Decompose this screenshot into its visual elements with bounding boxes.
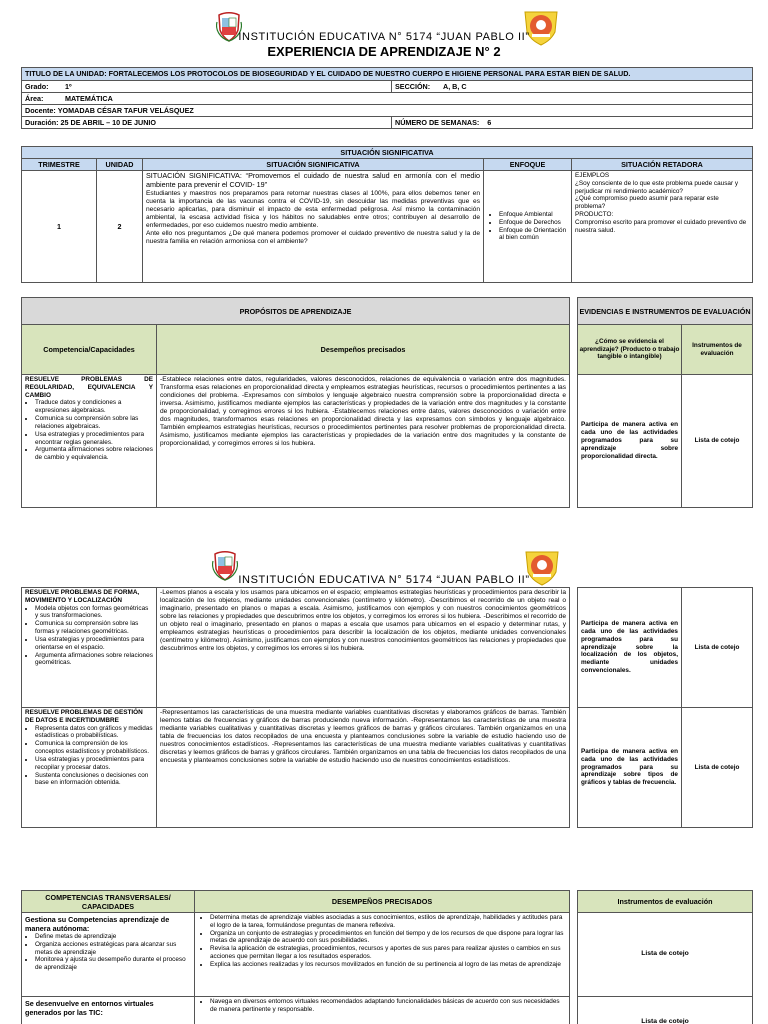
- semanas-label: NÚMERO DE SEMANAS:: [395, 118, 480, 127]
- transversales-col-desempenos: DESEMPEÑOS PRECISADOS: [195, 891, 570, 913]
- area-label: Área:: [25, 94, 44, 103]
- capacidad-item: • Usa estrategias y procedimientos para recopilar y procesar datos.: [35, 756, 153, 772]
- capacidad-item: • Modela objetos con formas geométricas y sus transformaciones.: [35, 605, 153, 621]
- enfoque-cell: [484, 171, 572, 283]
- transversal-desempeno-item: • Explica las acciones realizadas y los recursos movilizados en función de su pertinencia al logro de las metas de aprendizaje: [210, 961, 566, 969]
- situacion-table: [21, 146, 753, 283]
- transversal-instrumento-1: Lista de cotejo: [578, 913, 753, 997]
- propositos-table-2: [21, 587, 570, 828]
- competencia-name: RESUELVE PROBLEMAS DE REGULARIDAD, EQUIVALENCIA Y CAMBIO: [25, 376, 153, 399]
- desempenos-cell: -Establece relaciones entre datos, regularidades, valores desconocidos, relaciones de equivalencia o variación entre dos magnitudes. Transforma esas relaciones en proporcionalidad directa y empleamos estrategias heurísticas, recursos o procedimientos pertinentes a las condiciones del problema. -Expresamos con símbolos y lenguaje algebraico nuestra comprensión sobre la proporcionalidad directa e inversa. Asimismo, justificamos mediante ejemplos las características y propiedades de la variación entre dos magnitudes y la constante de proporcionalidad, y corregimos errores si los hubiera. -Establecemos relaciones entre datos, valores desconocidos o variación entre dos magnitudes, transformamos esas relaciones en proporcionalidad directa y las expresamos con símbolos y lenguaje algebraico. También empleamos estrategias heurísticas, recursos o procedimientos pertinentes para resolver problemas de proporcionalidad directa. Asimismo, justificamos mediante ejemplos las características y propiedades de la variación entre dos magnitudes y la constante de proporcionalidad, y corregimos errores si los hubiera.: [157, 375, 570, 508]
- institution-name-2: INSTITUCIÓN EDUCATIVA N° 5174 “JUAN PABLO II”: [238, 574, 530, 586]
- enfoque-item: • Enfoque de Derechos: [499, 219, 568, 227]
- transversal-desempeno-item: • Organiza un conjunto de estrategias y procedimientos en función del tiempo y de los recursos de que dispone para lograr las metas de aprendizaje de acuerdo con sus posibilidades.: [210, 930, 566, 946]
- evidencias-col-instrumento: Instrumentos de evaluación: [682, 325, 753, 375]
- transversal-desempeno-item: • Navega en diversos entornos virtuales recomendados adaptando funcionalidades básicas de acuerdo con sus necesidades de manera pertinente y responsable.: [210, 998, 566, 1014]
- grado-value: 1º: [65, 82, 72, 91]
- transversal-competencia-cell-1: [22, 913, 195, 997]
- retadora-cell: [572, 171, 753, 283]
- capacidad-item: • Sustenta conclusiones o decisiones con base en información obtenida.: [35, 772, 153, 788]
- retadora-question-2: ¿Qué compromiso puedo asumir para reparar este problema?: [575, 195, 719, 211]
- competencia-cell: [22, 375, 157, 508]
- transversales-instrumentos-table: [577, 890, 753, 1024]
- capacidad-item: • Usa estrategias y procedimientos para orientarse en el espacio.: [35, 636, 153, 652]
- col-competencia: Competencia/Capacidades: [22, 325, 157, 375]
- transversales-col-competencias: COMPETENCIAS TRANSVERSALES/ CAPACIDADES: [22, 891, 195, 913]
- instrumento-text-3: Lista de cotejo: [682, 708, 753, 828]
- unit-info-table: [21, 67, 753, 129]
- evidencias-col-producto: ¿Cómo se evidencia el aprendizaje? (Producto o trabajo tangible o intangible): [578, 325, 682, 375]
- docente-label: Docente:: [25, 106, 56, 115]
- unidad-value: 2: [97, 171, 143, 283]
- competencia-name-3: RESUELVE PROBLEMAS DE GESTIÓN DE DATOS E INCERTIDUMBRE: [25, 709, 143, 724]
- institution-name: INSTITUCIÓN EDUCATIVA N° 5174 “JUAN PABLO II”: [238, 31, 530, 43]
- desempenos-cell-2: -Leemos planos a escala y los usamos para ubicarnos en el espacio; empleamos estrategias heurísticas y procedimientos para describir la localización de los objetos, mediante unidades convencionales (centímetro y kilómetro). -Describimos el recorrido de un objeto real o imaginario, presentado en planos o mapas a escala. Asimismo, justificamos con ejemplos y con nuestros conocimientos geométricos sobre las relaciones y propiedades que descubrimos entre los objetos, y corregimos los errores si los hubiera. -Describimos el recorrido de un objeto real o imaginario, presentado en planos o mapas a escala que usamos para ubicarnos en el espacio y determinar rutas, y empleamos estrategias heurísticas o procedimientos para describir la localización de los objetos, mediante unidades convencionales (centímetro y kilómetro). Asimismo, justificamos con ejemplos y con nuestros conocimientos geométricos las relaciones y propiedades que descubrimos entre los objetos, y corregimos los errores si los hubiera.: [157, 588, 570, 708]
- situacion-text: [143, 171, 484, 283]
- evidencia-text: Participa de manera activa en cada uno de las actividades programados para su aprendizaje sobre proporcionalidad directa.: [578, 375, 682, 508]
- evidencias-table-2: [577, 587, 753, 828]
- desempenos-cell-3: -Representamos las características de una muestra mediante variables cuantitativas discretas y elaboramos gráficos de barras. También leemos tablas de frecuencias y gráficos de barras produciendo nueva información. -Representamos las características de una muestra mediante variables cualitativas y cuantitativas discretas y leemos gráficos de barras y gráficos circulares. También organizamos en una tabla de frecuencias los datos recopilados de una encuesta y planteamos conclusiones sobre la variable de estudio haciendo uso de nuestros conocimientos estadísticos. -Representamos las características de una muestra mediante variables cualitativas y cuantitativas discretas y leemos gráficos de barras y gráficos circulares. También organizamos en una tabla de frecuencias los datos recopilados de una encuesta y planteamos conclusiones sobre la variable de estudio haciendo uso de nuestros conocimientos estadísticos.: [157, 708, 570, 828]
- instrumento-text: Lista de cotejo: [682, 375, 753, 508]
- capacidad-item: • Comunica su comprensión sobre las formas y relaciones geométricas.: [35, 620, 153, 636]
- transversal-capacidad-item: • Organiza acciones estratégicas para alcanzar sus metas de aprendizaje: [35, 941, 191, 957]
- evidencia-text-2: Participa de manera activa en cada uno de las actividades programados para su aprendizaje sobre la localización de los objetos, mediante unidades convencionales.: [578, 588, 682, 708]
- enfoque-item: • Enfoque Ambiental: [499, 211, 568, 219]
- col-desempenos: Desempeños precisados: [157, 325, 570, 375]
- col-retadora: SITUACIÓN RETADORA: [572, 159, 753, 171]
- transversal-competencia-2: Se desenvuelve en entornos virtuales generados por las TIC:: [25, 999, 154, 1017]
- instrumento-text-2: Lista de cotejo: [682, 588, 753, 708]
- transversales-table: [21, 890, 570, 1024]
- transversales-col-instrumentos: Instrumentos de evaluación: [578, 891, 753, 913]
- transversal-competencia-cell-2: [22, 997, 195, 1024]
- col-enfoque: ENFOQUE: [484, 159, 572, 171]
- competencia-cell-2: [22, 588, 157, 708]
- transversal-capacidad-item: • Monitorea y ajusta su desempeño durante el proceso de aprendizaje: [35, 956, 191, 972]
- situacion-question: Ante ello nos preguntamos ¿De qué manera podemos promover el cuidado preventivo de nuestra salud y la de nuestra familia en relación armoniosa con el ambiente?: [146, 229, 480, 245]
- capacidad-item: • Comunica su comprensión sobre las relaciones algebraicas.: [35, 415, 153, 431]
- transversal-desempeno-item: • Revisa la aplicación de estrategias, procedimientos, recursos y aportes de sus pares para realizar ajustes o cambios en sus acciones que permitan llegar a los resultados esperados.: [210, 945, 566, 961]
- transversal-desempeno-item: • Determina metas de aprendizaje viables asociadas a sus conocimientos, estilos de aprendizaje, habilidades y actitudes para el logro de la tarea, formulándose preguntas de manera reflexiva.: [210, 914, 566, 930]
- grado-label: Grado:: [25, 82, 49, 91]
- retadora-question-1: ¿Soy consciente de lo que este problema puede causar y perjudicar mi rendimiento académico?: [575, 179, 739, 195]
- transversal-capacidad-item: • Define metas de aprendizaje: [35, 933, 191, 941]
- duracion-value: 25 DE ABRIL – 10 DE JUNIO: [60, 118, 157, 127]
- col-situacion: SITUACIÓN SIGNIFICATIVA: [143, 159, 484, 171]
- area-value: MATEMÁTICA: [65, 94, 113, 103]
- evidencia-text-3: Participa de manera activa en cada uno de las actividades programados para su aprendizaje sobre tipos de gráficos y tablas de frecuencia.: [578, 708, 682, 828]
- transversal-instrumento-2: Lista de cotejo: [578, 997, 753, 1024]
- retadora-producto-text: Compromiso escrito para promover el cuidado preventivo de nuestra salud.: [575, 218, 747, 234]
- enfoque-item: • Enfoque de Orientación al bien común: [499, 227, 568, 243]
- transversal-desempenos-cell-2: [195, 997, 570, 1024]
- evidencias-table: [577, 297, 753, 508]
- capacidad-item: • Argumenta afirmaciones sobre relaciones geométricas.: [35, 652, 153, 668]
- docente-value: YOMADAB CÉSAR TAFUR VELÁSQUEZ: [57, 106, 194, 115]
- retadora-producto-label: PRODUCTO:: [575, 211, 614, 219]
- situacion-heading: SITUACIÓN SIGNIFICATIVA: “Promovemos el cuidado de nuestra salud en armonía con el medio ambiente para prevenir el COVID- 19”: [146, 171, 480, 189]
- seccion-label: SECCIÓN:: [395, 82, 431, 91]
- situacion-table-title: SITUACIÓN SIGNIFICATIVA: [22, 147, 753, 159]
- evidencias-title: EVIDENCIAS E INSTRUMENTOS DE EVALUACIÓN: [578, 298, 753, 325]
- capacidad-item: • Traduce datos y condiciones a expresiones algebraicas.: [35, 399, 153, 415]
- competencia-cell-3: [22, 708, 157, 828]
- propositos-title: PROPÓSITOS DE APRENDIZAJE: [22, 298, 570, 325]
- capacidad-item: • Argumenta afirmaciones sobre relaciones de cambio y equivalencia.: [35, 446, 153, 462]
- transversal-competencia-1: Gestiona su Competencias aprendizaje de manera autónoma:: [25, 915, 170, 933]
- retadora-ejemplos: EJEMPLOS: [575, 172, 610, 179]
- capacidad-item: • Usa estrategias y procedimientos para encontrar reglas generales.: [35, 431, 153, 447]
- unit-title-value: FORTALECEMOS LOS PROTOCOLOS DE BIOSEGURIDAD Y EL CUIDADO DE NUESTRO CUERPO E HIGIENE PERSONAL PARA ESTAR BIEN DE SALUD.: [108, 69, 631, 78]
- capacidad-item: • Representa datos con gráficos y medidas estadísticas o probabilísticas.: [35, 725, 153, 741]
- col-unidad: UNIDAD: [97, 159, 143, 171]
- experience-title: EXPERIENCIA DE APRENDIZAJE N° 2: [267, 44, 501, 59]
- competencia-name-2: RESUELVE PROBLEMAS DE FORMA, MOVIMIENTO Y LOCALIZACIÓN: [25, 589, 140, 604]
- seccion-value: A, B, C: [443, 82, 467, 91]
- situacion-body: Estudiantes y maestros nos preparamos para retornar nuestras clases al 100%, para ellos debemos tener en cuenta la importancia de las vacunas contra el COVID-19, sin descuidar las medidas preventivas que es necesario aplicarlas, para disminuir el impacto de esta enfermedad peligrosa. Así mismo la contaminación ambiental, la escasa actividad física y los hábitos no saludables entre otros; contribuyen al desarrollo de enfermedades, por eso cuidemos nuestro medio ambiente.: [146, 189, 480, 229]
- duracion-label: Duración:: [25, 118, 59, 127]
- transversal-desempenos-cell-1: [195, 913, 570, 997]
- unit-title-label: TITULO DE LA UNIDAD:: [25, 69, 107, 78]
- semanas-value: 6: [487, 118, 492, 127]
- propositos-table: [21, 297, 570, 508]
- col-trimestre: TRIMESTRE: [22, 159, 97, 171]
- trimestre-value: 1: [22, 171, 97, 283]
- capacidad-item: • Comunica la comprensión de los conceptos estadísticos y probabilísticos.: [35, 740, 153, 756]
